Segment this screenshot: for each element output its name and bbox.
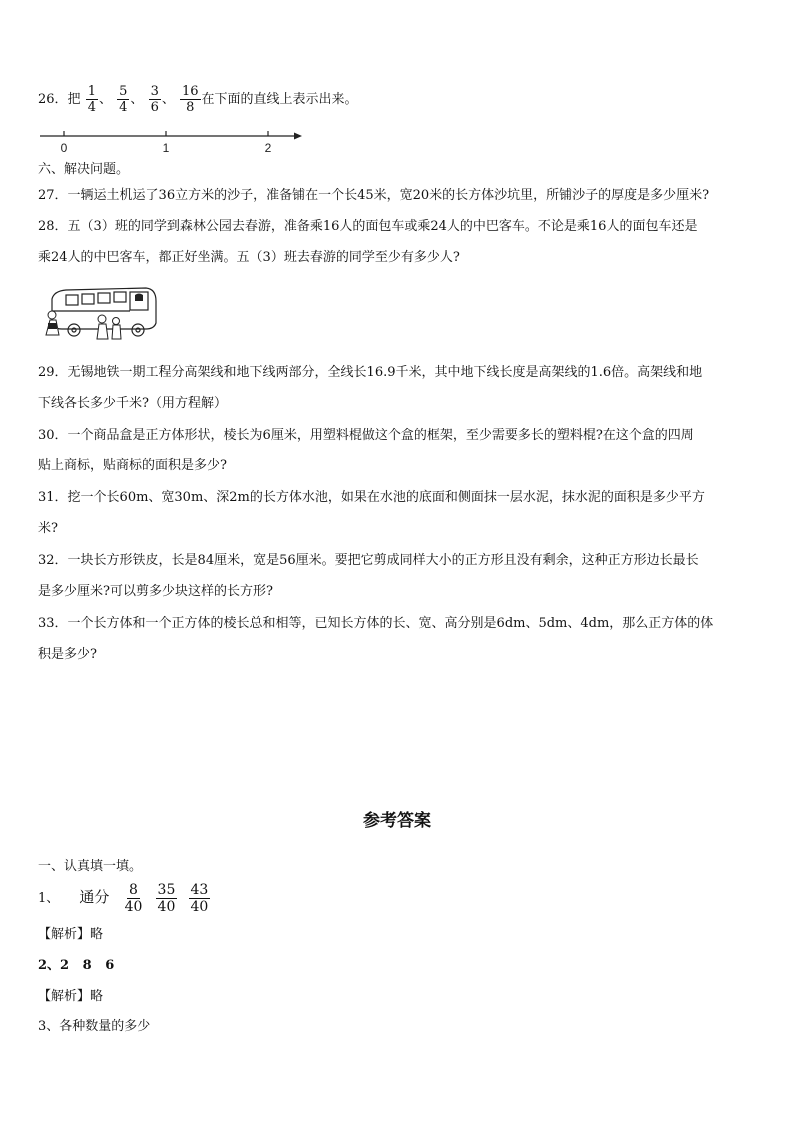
question-29-line-1: 29．无锡地铁一期工程分高架线和地下线两部分，全线长16.9千米，其中地下线长度是高架线的1.6倍。高架线和地 (38, 365, 703, 380)
tick-label-0: 0 (60, 141, 68, 155)
question-31-line-1: 31．挖一个长60m、宽30m、深2m的长方体水池，如果在水池的底面和侧面抹一层水泥，抹水泥的面积是多少平方 (38, 490, 705, 505)
question-30-line-1: 30．一个商品盒是正方体形状，棱长为6厘米，用塑料棍做这个盒的框架，至少需要多长的塑料棍?在这个盒的四周 (38, 428, 694, 443)
answers-section-1: 一、认真填一填。 (38, 859, 143, 874)
tick-label-1: 1 (162, 141, 170, 155)
question-26: 26．把 $\frac{1}{4}$ 、 $\frac{5}{4}$ 、 $\frac{3}{6}$ 、 $\frac{16}{8}$ 在下面的直线上表示出来。 (38, 84, 358, 115)
bus-illustration (42, 283, 160, 343)
question-28-line-2: 乘24人的中巴客车，都正好坐满。五（3）班去春游的同学至少有多少人? (38, 250, 460, 265)
analysis-2: 【解析】略 (38, 989, 104, 1004)
fraction-2: $\frac{5}{4}$ (119, 84, 128, 115)
answer-2: 2、2 8 6 (38, 958, 115, 973)
fraction-1: $\frac{1}{4}$ (87, 84, 96, 115)
analysis-1: 【解析】略 (38, 927, 104, 942)
answer-fraction-3: $\frac{43}{40}$ (190, 882, 209, 915)
number-line (38, 124, 308, 156)
tick-label-2: 2 (264, 141, 272, 155)
question-31-line-2: 米? (38, 521, 58, 536)
answers-title: 参考答案 (363, 811, 431, 831)
q26-prefix: 26．把 (38, 92, 81, 107)
question-29-line-2: 下线各长多少千米?（用方程解） (38, 396, 227, 411)
answer-3: 3、各种数量的多少 (38, 1019, 151, 1034)
fraction-3: $\frac{3}{6}$ (150, 84, 159, 115)
answer-1: 1、 通分 $\frac{8}{40}$ $\frac{35}{40}$ $\frac{43}{40}$ (38, 882, 209, 915)
question-30-line-2: 贴上商标，贴商标的面积是多少? (38, 458, 227, 473)
question-32-line-2: 是多少厘米?可以剪多少块这样的长方形? (38, 584, 273, 599)
question-33-line-2: 积是多少? (38, 647, 97, 662)
question-32-line-1: 32．一块长方形铁皮，长是84厘米，宽是56厘米。要把它剪成同样大小的正方形且没有剩余，这种正方形边长最长 (38, 553, 699, 568)
answer-fraction-1: $\frac{8}{40}$ (124, 882, 143, 915)
question-33-line-1: 33．一个长方体和一个正方体的棱长总和相等，已知长方体的长、宽、高分别是6dm、5dm、4dm，那么正方体的体 (38, 616, 714, 631)
question-28-line-1: 28．五（3）班的同学到森林公园去春游，准备乘16人的面包车或乘24人的中巴客车。不论是乘16人的面包车还是 (38, 219, 698, 234)
answer-fraction-2: $\frac{35}{40}$ (157, 882, 176, 915)
question-27: 27．一辆运土机运了36立方米的沙子，准备铺在一个长45米，宽20米的长方体沙坑里，所铺沙子的厚度是多少厘米? (38, 188, 710, 203)
answer-1-word: 通分 (79, 888, 110, 906)
q26-suffix: 在下面的直线上表示出来。 (201, 92, 358, 107)
section-6-heading: 六、解决问题。 (38, 162, 130, 177)
fraction-4: $\frac{16}{8}$ (182, 84, 199, 115)
